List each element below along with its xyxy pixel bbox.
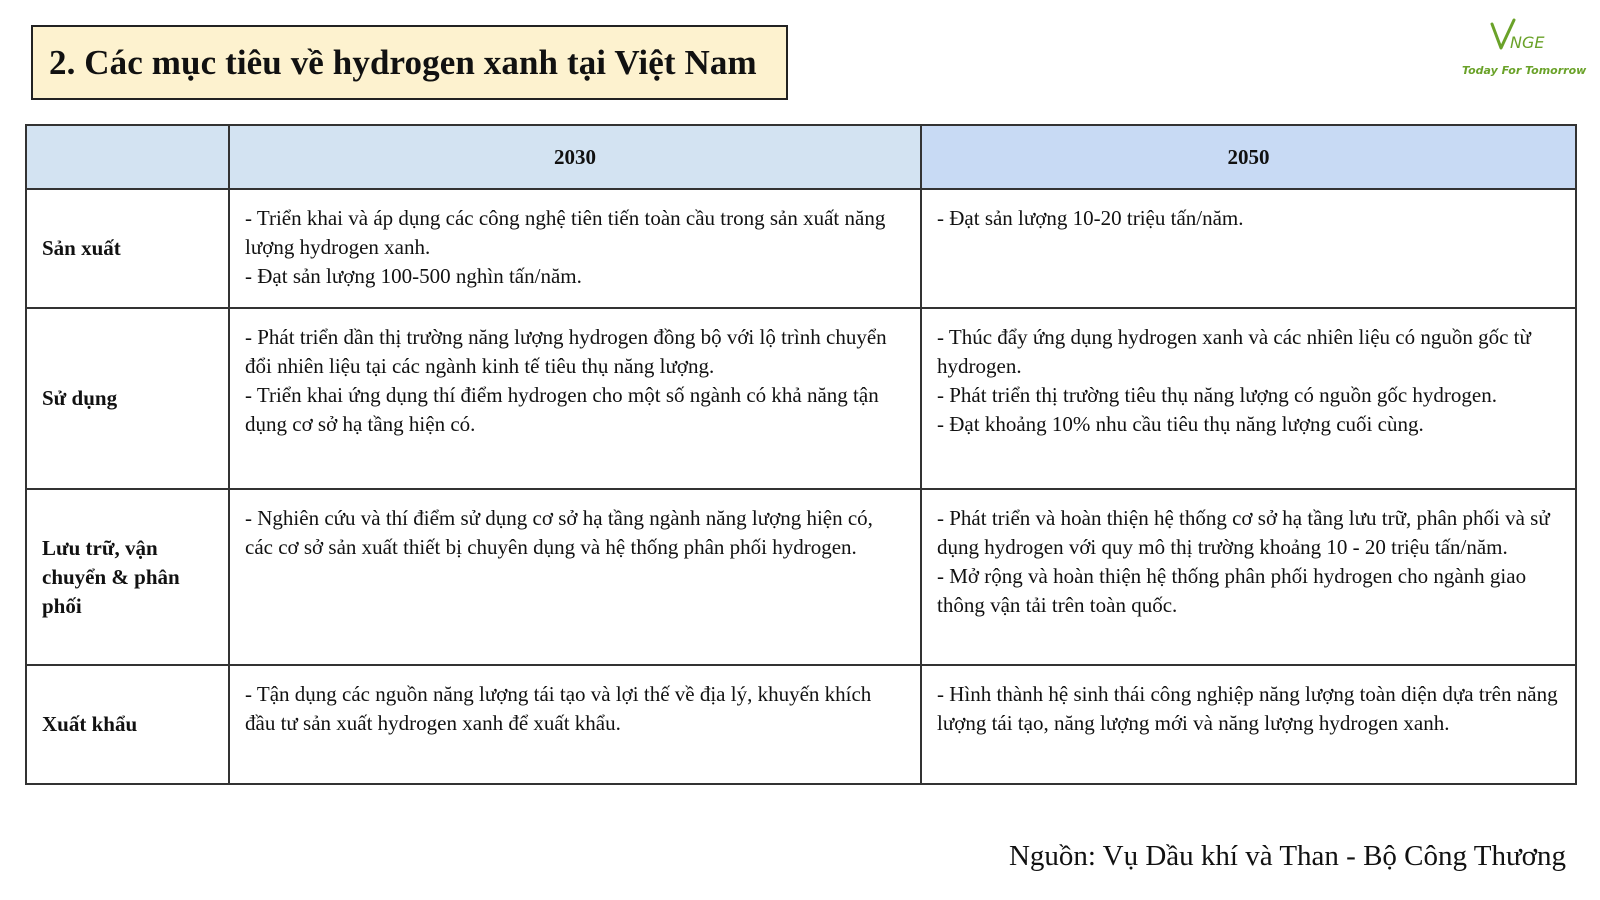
cell-line: - Triển khai ứng dụng thí điểm hydrogen cho một số ngành có khả năng tận dụng cơ sở hạ tầng hiện có. — [245, 383, 879, 436]
hydrogen-goals-table — [25, 124, 1577, 785]
cell-line: - Tận dụng các nguồn năng lượng tái tạo và lợi thế về địa lý, khuyến khích đầu tư sản xuất hydrogen xanh để xuất khẩu. — [245, 682, 872, 735]
table-header-row — [26, 125, 1576, 189]
cell-line: - Phát triển dần thị trường năng lượng hydrogen đồng bộ với lộ trình chuyển đổi nhiên liệu tại các ngành kinh tế tiêu thụ năng lượng. — [245, 325, 887, 378]
table-row — [26, 665, 1576, 784]
page-title-box — [31, 25, 788, 100]
table-row — [26, 489, 1576, 665]
cell-line: - Nghiên cứu và thí điểm sử dụng cơ sở hạ tầng ngành năng lượng hiện có, các cơ sở sản xuất thiết bị chuyên dụng và hệ thống phân phối hydrogen. — [245, 506, 873, 559]
cell-line: - Đạt sản lượng 100-500 nghìn tấn/năm. — [245, 264, 582, 288]
cell-line: - Phát triển thị trường tiêu thụ năng lượng có nguồn gốc hydrogen. — [937, 383, 1497, 407]
header-2050: 2050 — [921, 125, 1576, 189]
cell-2050-luu-tru — [921, 489, 1576, 665]
cell-line: - Đạt khoảng 10% nhu cầu tiêu thụ năng lượng cuối cùng. — [937, 412, 1424, 436]
row-label-xuat-khau: Xuất khẩu — [26, 665, 229, 784]
cell-line: - Thúc đẩy ứng dụng hydrogen xanh và các nhiên liệu có nguồn gốc từ hydrogen. — [937, 325, 1531, 378]
cell-2030-su-dung — [229, 308, 921, 489]
svg-text:NGE: NGE — [1510, 33, 1545, 52]
vnge-logo — [1450, 18, 1587, 82]
cell-line: - Đạt sản lượng 10-20 triệu tấn/năm. — [937, 206, 1244, 230]
cell-line: - Hình thành hệ sinh thái công nghiệp năng lượng toàn diện dựa trên năng lượng tái tạo, năng lượng mới và năng lượng hydrogen xanh. — [937, 682, 1558, 735]
cell-line: - Mở rộng và hoàn thiện hệ thống phân phối hydrogen cho ngành giao thông vận tải trên toàn quốc. — [937, 564, 1527, 617]
page-title: 2. Các mục tiêu về hydrogen xanh tại Việt Nam — [49, 42, 757, 82]
cell-2030-luu-tru — [229, 489, 921, 665]
cell-2030-san-xuat — [229, 189, 921, 308]
vnge-logo-mark — [1488, 18, 1558, 56]
cell-2050-xuat-khau — [921, 665, 1576, 784]
source-citation: Nguồn: Vụ Dầu khí và Than - Bộ Công Thương — [1008, 840, 1566, 872]
cell-line: - Phát triển và hoàn thiện hệ thống cơ sở hạ tầng lưu trữ, phân phối và sử dụng hydrogen với quy mô thị trường khoảng 10 - 20 triệu tấn/năm. — [937, 506, 1550, 559]
row-label-luu-tru: Lưu trữ, vận chuyển & phân phối — [26, 489, 229, 665]
table-row — [26, 308, 1576, 489]
row-label-san-xuat: Sản xuất — [26, 189, 229, 308]
cell-2050-su-dung — [921, 308, 1576, 489]
header-empty-cell — [26, 125, 229, 189]
row-label-su-dung: Sử dụng — [26, 308, 229, 489]
cell-2050-san-xuat — [921, 189, 1576, 308]
table-row — [26, 189, 1576, 308]
header-2030: 2030 — [229, 125, 921, 189]
logo-tagline: Today For Tomorrow — [1462, 64, 1587, 77]
cell-line: - Triển khai và áp dụng các công nghệ tiên tiến toàn cầu trong sản xuất năng lượng hydrogen xanh. — [245, 206, 886, 259]
cell-2030-xuat-khau — [229, 665, 921, 784]
